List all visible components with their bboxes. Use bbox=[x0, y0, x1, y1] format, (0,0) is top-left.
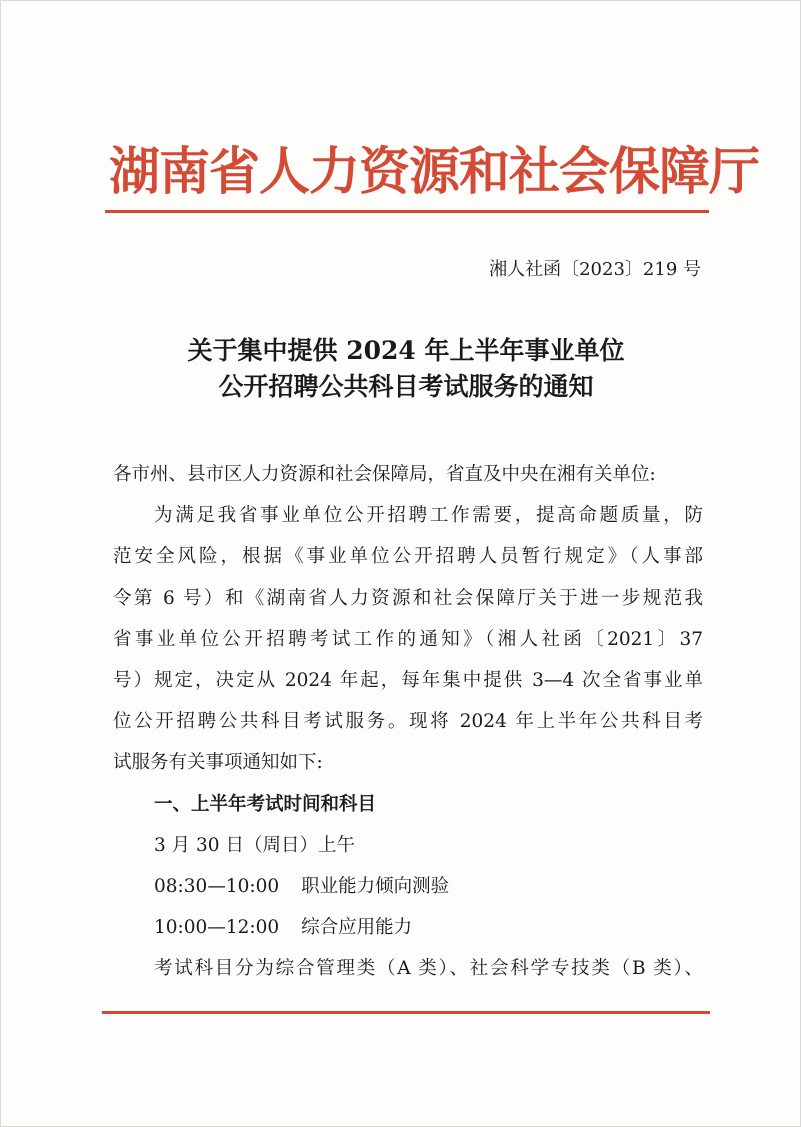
exam-date: 3 月 30 日（周日）上午 bbox=[154, 834, 355, 856]
paragraph-line: 为满足我省事业单位公开招聘工作需要，提高命题质量，防 bbox=[154, 505, 703, 527]
section-heading: 一、上半年考试时间和科目 bbox=[154, 793, 377, 815]
header-divider bbox=[105, 210, 709, 213]
schedule-time: 08:30—10:00 bbox=[154, 875, 280, 897]
paragraph-line: 试服务有关事项通知如下: bbox=[113, 752, 323, 774]
title-line-1: 关于集中提供 2024 年上半年事业单位 bbox=[187, 336, 625, 365]
document-title bbox=[111, 333, 701, 405]
paragraph-line: 号）规定，决定从 2024 年起，每年集中提供 3—4 次全省事业单 bbox=[113, 669, 703, 691]
schedule-row bbox=[113, 866, 703, 907]
schedule-subject: 综合应用能力 bbox=[301, 917, 413, 939]
paragraph-line: 令第 6 号）和《湖南省人力资源和社会保障厅关于进一步规范我 bbox=[113, 587, 703, 609]
organization-header: 湖南省人力资源和社会保障厅 bbox=[109, 143, 760, 202]
document-body bbox=[113, 454, 703, 989]
paragraph-line: 省事业单位公开招聘考试工作的通知》（湘人社函〔2021〕37 bbox=[113, 628, 703, 650]
schedule-time: 10:00—12:00 bbox=[154, 917, 280, 939]
schedule-subject: 职业能力倾向测验 bbox=[301, 875, 450, 897]
schedule-row bbox=[113, 907, 703, 948]
paragraph-line: 位公开招聘公共科目考试服务。现将 2024 年上半年公共科目考 bbox=[113, 711, 703, 733]
paragraph-line: 范安全风险，根据《事业单位公开招聘人员暂行规定》（人事部 bbox=[113, 546, 703, 568]
subjects-line: 考试科目分为综合管理类（A 类）、社会科学专技类（B 类）、 bbox=[154, 958, 703, 980]
document-number: 湘人社函〔2023〕219 号 bbox=[489, 259, 701, 280]
addressee-line: 各市州、县市区人力资源和社会保障局，省直及中央在湘有关单位: bbox=[113, 464, 656, 485]
footer-divider bbox=[102, 1011, 710, 1014]
title-line-2: 公开招聘公共科目考试服务的通知 bbox=[218, 372, 594, 401]
